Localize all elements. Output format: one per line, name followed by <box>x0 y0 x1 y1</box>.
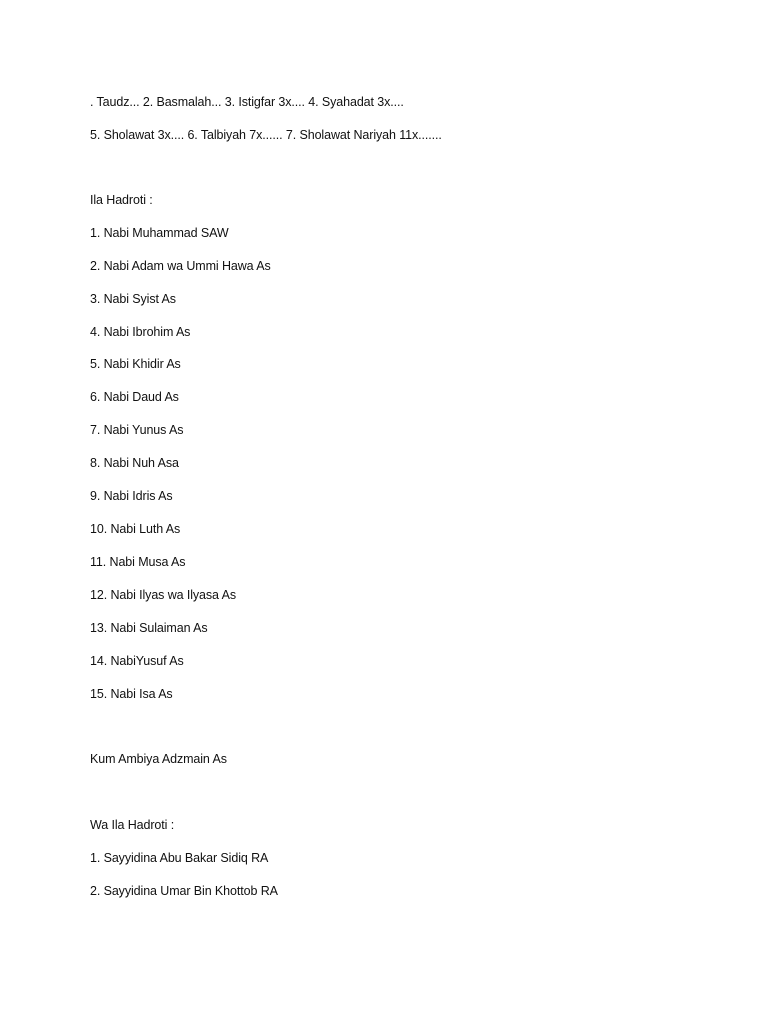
list-item: 3. Nabi Syist As <box>90 292 176 306</box>
list-item: 8. Nabi Nuh Asa <box>90 456 179 470</box>
list-item: 6. Nabi Daud As <box>90 390 179 404</box>
intro-line-1: . Taudz... 2. Basmalah... 3. Istigfar 3x.... 4. Syahadat 3x.... <box>90 95 404 109</box>
list-item: 2. Sayyidina Umar Bin Khottob RA <box>90 884 278 898</box>
list-item: 2. Nabi Adam wa Ummi Hawa As <box>90 259 271 273</box>
list-item: 15. Nabi Isa As <box>90 687 173 701</box>
list-item: 1. Sayyidina Abu Bakar Sidiq RA <box>90 851 269 865</box>
list-item: 13. Nabi Sulaiman As <box>90 621 208 635</box>
list-item: 5. Nabi Khidir As <box>90 357 181 371</box>
list-item: 4. Nabi Ibrohim As <box>90 325 191 339</box>
list-item: 14. NabiYusuf As <box>90 654 184 668</box>
list-item: 11. Nabi Musa As <box>90 555 186 569</box>
list-item: 10. Nabi Luth As <box>90 522 181 536</box>
list-item: 9. Nabi Idris As <box>90 489 173 503</box>
section1-closing: Kum Ambiya Adzmain As <box>90 752 227 766</box>
section1-heading: Ila Hadroti : <box>90 193 153 207</box>
list-item: 12. Nabi Ilyas wa Ilyasa As <box>90 588 236 602</box>
intro-line-2: 5. Sholawat 3x.... 6. Talbiyah 7x...... 7. Sholawat Nariyah 11x....... <box>90 128 442 142</box>
list-item: 7. Nabi Yunus As <box>90 423 184 437</box>
section2-heading: Wa Ila Hadroti : <box>90 818 175 832</box>
list-item: 1. Nabi Muhammad SAW <box>90 226 229 240</box>
